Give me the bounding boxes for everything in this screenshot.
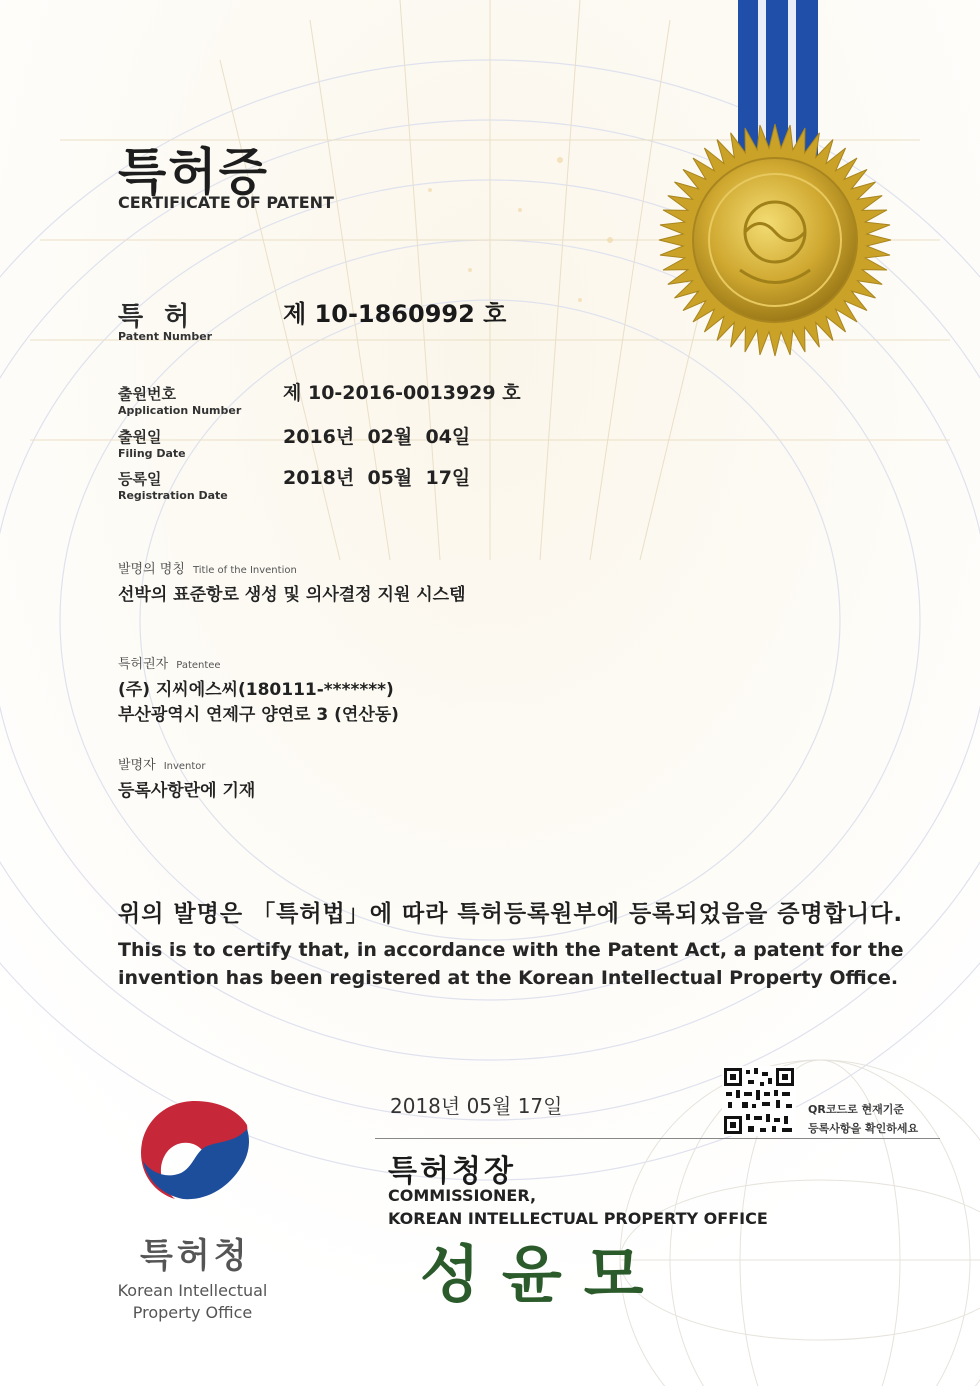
- certification-en: This is to certify that, in accordance with the Patent Act, a patent for the invention has been registered at the Korean Intellectual Property Office.: [118, 939, 904, 989]
- commissioner-title-en: [388, 1184, 768, 1230]
- registration-date-label-en: Registration Date: [118, 489, 228, 502]
- inventor-label-en: Inventor: [163, 761, 206, 772]
- kipo-name-en: [105, 1280, 280, 1324]
- signature: 성윤모: [420, 1238, 666, 1311]
- inventor-label: [118, 754, 206, 773]
- patent-number-label-en: Patent Number: [118, 330, 213, 343]
- application-number-value: 제 10-2016-0013929 호: [283, 382, 521, 404]
- application-number-label: 출원번호: [118, 385, 176, 403]
- commissioner-title-en-line1: COMMISSIONER,: [388, 1186, 537, 1205]
- patent-number-label: 특 허: [118, 302, 196, 332]
- filing-date-value: 2016년 02월 04일: [283, 426, 471, 448]
- invention-title-value: 선박의 표준항로 생성 및 의사결정 지원 시스템: [118, 585, 466, 605]
- invention-title-label-en: Title of the Invention: [192, 565, 297, 576]
- kipo-name-en-line1: Korean Intellectual: [117, 1281, 268, 1300]
- kipo-name-en-line2: Property Office: [132, 1303, 253, 1322]
- commissioner-title-en-line2: KOREAN INTELLECTUAL PROPERTY OFFICE: [388, 1209, 768, 1228]
- invention-title-label: [118, 558, 297, 577]
- divider: [375, 1138, 940, 1139]
- filing-date-label: 출원일: [118, 428, 162, 446]
- gold-seal: [655, 120, 895, 360]
- qr-caption-line2: 등록사항을 확인하세요: [808, 1122, 919, 1135]
- patentee-label-ko: 특허권자: [118, 657, 169, 672]
- patentee-label-en: Patentee: [176, 660, 221, 671]
- qr-code: [722, 1066, 796, 1136]
- page-title: 특허증: [118, 143, 269, 201]
- certification-ko: 위의 발명은 「특허법」에 따라 특허등록원부에 등록되었음을 증명합니다.: [118, 901, 904, 927]
- invention-title-label-ko: 발명의 명칭: [118, 562, 185, 577]
- commissioner-title-ko: 특허청장: [388, 1154, 516, 1189]
- page-subtitle: CERTIFICATE OF PATENT: [118, 193, 334, 212]
- qr-caption: [808, 1100, 918, 1138]
- inventor-value: 등록사항란에 기재: [118, 781, 256, 801]
- patentee-name: (주) 지씨에스씨(180111-*******): [118, 680, 394, 700]
- patentee-address: 부산광역시 연제구 양연로 3 (연산동): [118, 705, 399, 725]
- registration-date-label: 등록일: [118, 470, 162, 488]
- qr-caption-line1: QR코드로 현재기준: [808, 1103, 905, 1116]
- kipo-logo-icon: [135, 1095, 255, 1207]
- registration-date-value: 2018년 05월 17일: [283, 467, 471, 489]
- kipo-name-ko: 특허청: [140, 1236, 251, 1276]
- filing-date-label-en: Filing Date: [118, 447, 186, 460]
- issue-date: 2018년 05월 17일: [390, 1094, 563, 1118]
- patentee-label: [118, 653, 221, 672]
- patent-number-value: 제 10-1860992 호: [283, 300, 507, 328]
- inventor-label-ko: 발명자: [118, 758, 156, 773]
- application-number-label-en: Application Number: [118, 404, 242, 417]
